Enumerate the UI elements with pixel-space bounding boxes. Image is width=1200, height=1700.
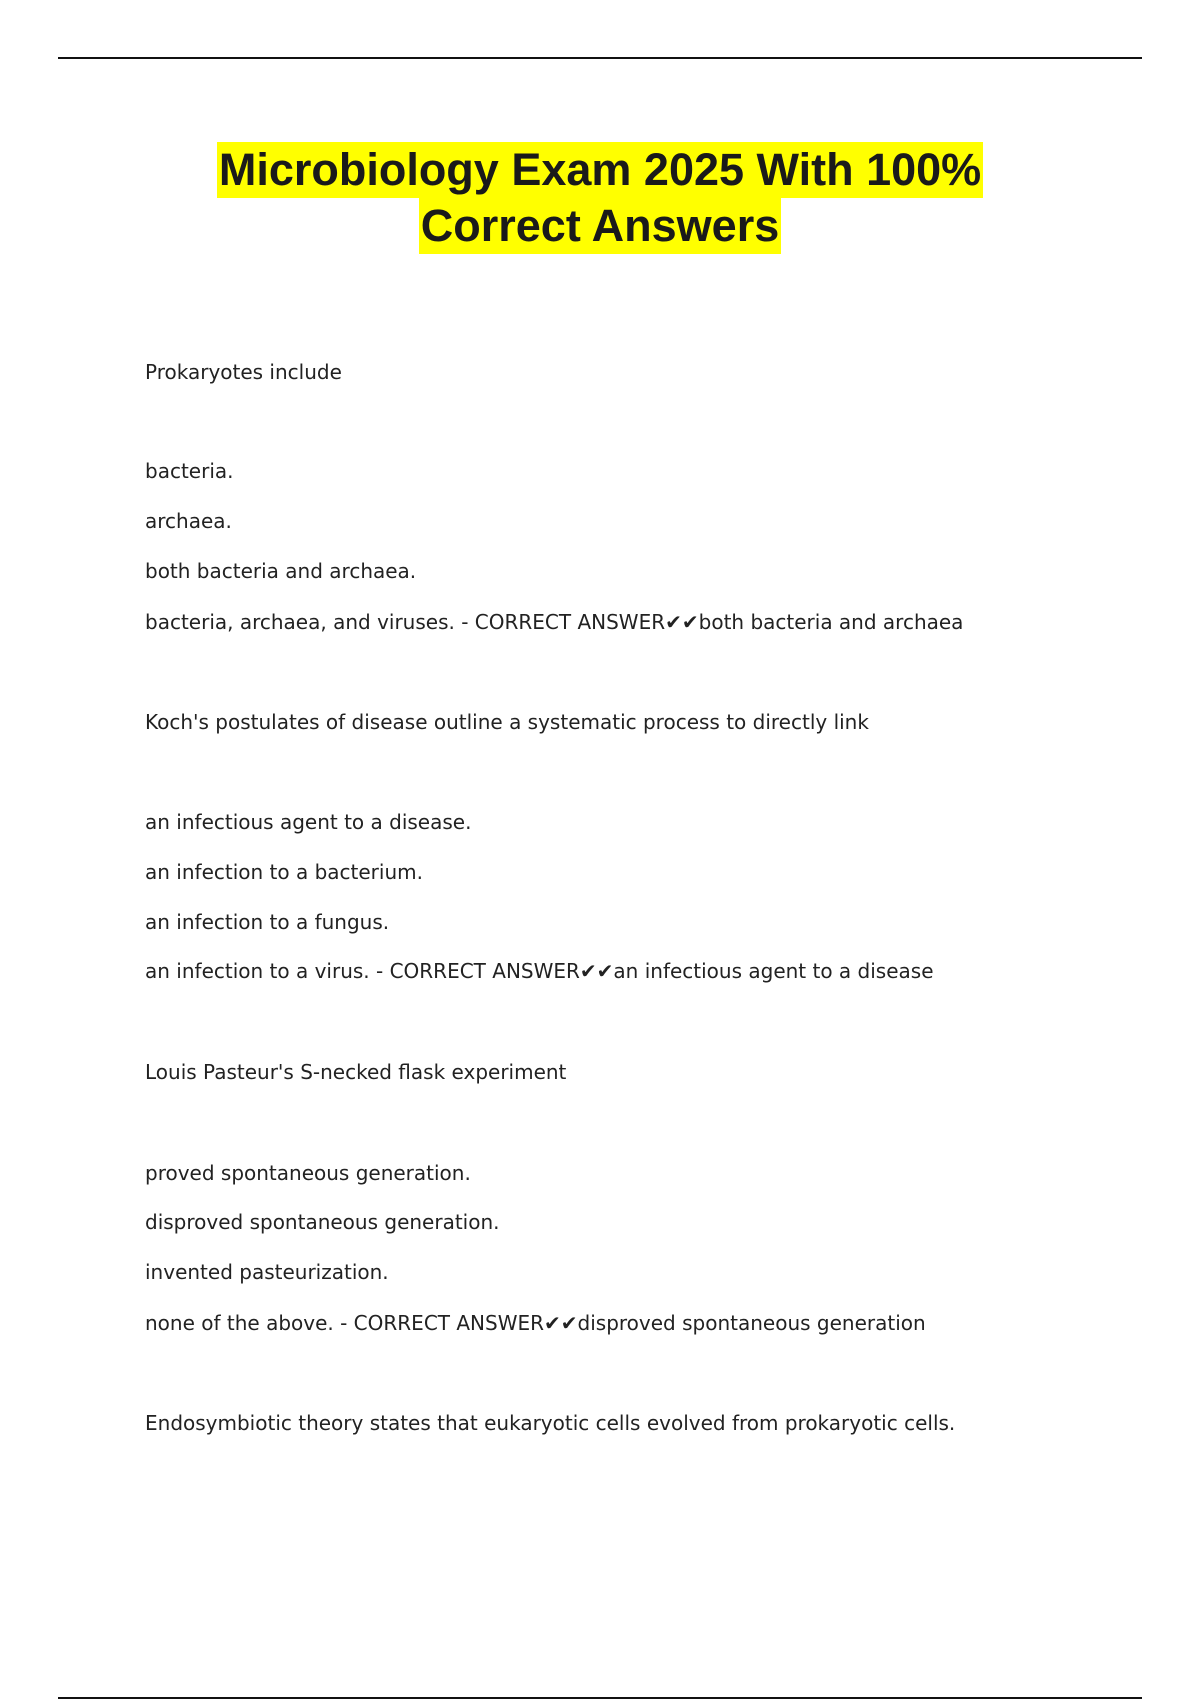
answer-option: proved spontaneous generation. xyxy=(145,1161,471,1185)
footer-rule xyxy=(58,1697,1142,1699)
answer-option: invented pasteurization. xyxy=(145,1260,389,1284)
answer-option: bacteria. xyxy=(145,459,234,483)
answer-option: an infectious agent to a disease. xyxy=(145,810,472,834)
answer-option: archaea. xyxy=(145,509,232,533)
answer-option-with-correct-answer: none of the above. - CORRECT ANSWER✔✔disproved spontaneous generation xyxy=(145,1311,926,1335)
header-rule xyxy=(58,57,1142,59)
title-line-1: Microbiology Exam 2025 With 100% xyxy=(217,142,983,198)
document-title xyxy=(0,142,1200,254)
question-prompt: Prokaryotes include xyxy=(145,360,342,384)
question-prompt: Endosymbiotic theory states that eukaryotic cells evolved from prokaryotic cells. xyxy=(145,1411,956,1435)
answer-option: disproved spontaneous generation. xyxy=(145,1210,500,1234)
question-prompt: Louis Pasteur's S-necked flask experiment xyxy=(145,1060,567,1084)
answer-option: both bacteria and archaea. xyxy=(145,559,417,583)
answer-option: an infection to a bacterium. xyxy=(145,860,423,884)
answer-option-with-correct-answer: bacteria, archaea, and viruses. - CORRECT ANSWER✔✔both bacteria and archaea xyxy=(145,610,964,634)
answer-option: an infection to a fungus. xyxy=(145,910,390,934)
answer-option-with-correct-answer: an infection to a virus. - CORRECT ANSWER✔✔an infectious agent to a disease xyxy=(145,959,934,983)
title-line-2: Correct Answers xyxy=(419,198,781,254)
question-prompt: Koch's postulates of disease outline a systematic process to directly link xyxy=(145,710,869,734)
